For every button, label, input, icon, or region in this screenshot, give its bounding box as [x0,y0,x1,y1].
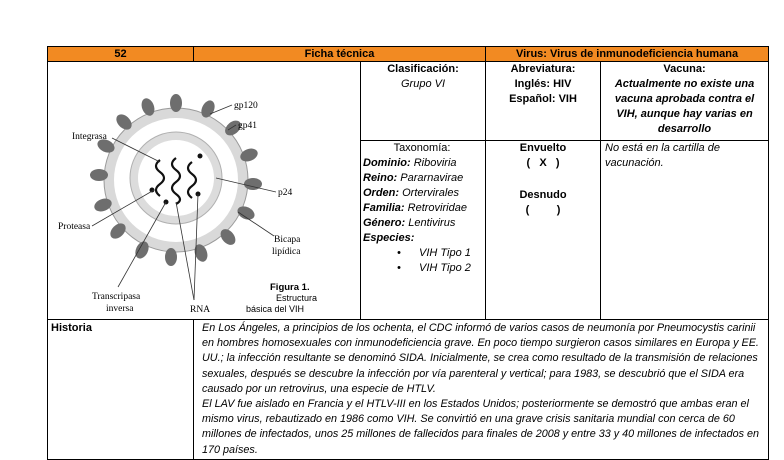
taxonomy-cell [361,141,486,320]
figure-caption-2: Estructura [276,293,318,303]
abbreviation-english: Inglés: HIV [514,78,572,90]
family-label: Familia: [363,202,405,214]
family-value: Retroviridae [407,202,467,214]
vaccine-cell [601,62,769,141]
species-label: Especies: [363,232,415,244]
taxonomy-genus [363,216,481,231]
taxonomy-kingdom [363,171,481,186]
history-row [48,320,769,460]
taxonomy-family [363,201,481,216]
taxonomy-domain [363,156,481,171]
label-rna: RNA [190,305,211,315]
history-paragraph-1: En Los Ángeles, a principios de los ochenta, el CDC informó de varios casos de neumonía por Pneumocystis carinii en hombres homosexuales con inmunodeficiencia grave. En poco tiempo surgieron casos similares en Europa y EE. UU.; la infección resultante se denominó SIDA. Inicialmente, se crea como resultado de la transmisión de relaciones sexuales, después se descubre la infección por vía parenteral y vertical; para 1983, se descubrió que el SIDA era causado por un retrovirus, una especie de HTLV. [202,322,759,395]
figure-caption-1: Figura 1. [270,282,310,293]
classification-cell [361,62,486,141]
fact-sheet-table [47,46,769,460]
abbreviation-cell [486,62,601,141]
info-row-1 [48,62,769,141]
vaccination-schedule-cell [601,141,769,320]
species-item: • VIH Tipo 1 [397,246,481,261]
envelope-cell [486,141,601,320]
enveloped-label: Envuelto [519,142,567,154]
capsid-core [138,140,214,216]
genus-label: Género: [363,217,406,229]
label-integrasa: Integrasa [72,132,107,142]
history-paragraph-2: El LAV fue aislado en Francia y el HTLV-III en los Estados Unidos; posteriormente se demostró que ambas eran el mismo virus, rebautizado en 1986 como VIH. Se convirtió en una grave crisis sanitaria mundial con cerca de 60 millones de infectados, unos 25 millones de fallecidos para finales de 2008 y entre 33 y 40 millones de infectados en 170 países. [202,398,759,456]
label-transcriptasa-1: Transcripasa [92,292,141,302]
history-label: Historia [51,322,92,334]
classification-label: Clasificación: [387,63,459,75]
genus-value: Lentivirus [408,217,456,229]
virus-title: Virus: Virus de inmunodeficiencia humana [486,47,769,62]
label-gp120: gp120 [234,101,258,111]
enveloped-mark: ( X ) [526,157,560,169]
history-label-cell [48,320,194,460]
label-bicapa-2: lipídica [272,247,301,257]
domain-value: Riboviria [413,157,457,169]
label-p24: p24 [278,188,293,198]
figure-caption-3: básica del VIH [246,304,305,314]
vaccination-schedule-text: No está en la cartilla de vacunación. [605,142,720,169]
abbreviation-label: Abreviatura: [510,63,576,75]
taxonomy-order [363,186,481,201]
fact-sheet [47,46,768,456]
header-row [48,47,769,62]
label-transcriptasa-2: inversa [106,304,134,314]
naked-mark: ( ) [525,204,561,216]
abbreviation-spanish: Español: VIH [509,93,577,105]
species-list [363,246,481,276]
history-text-cell [194,320,769,460]
label-gp41: gp41 [238,121,257,131]
hiv-structure-figure [48,62,360,314]
sheet-number: 52 [48,47,194,62]
order-value: Ortervirales [402,187,459,199]
vaccine-value: Actualmente no existe una vacuna aprobada contra el VIH, aunque hay varias en desarrollo [614,78,755,135]
naked-label: Desnudo [519,189,567,201]
kingdom-label: Reino: [363,172,398,184]
species-item: • VIH Tipo 2 [397,261,481,276]
label-bicapa-1: Bicapa [274,235,301,245]
taxonomy-label: Taxonomía: [393,142,451,154]
domain-label: Dominio: [363,157,411,169]
vaccine-label: Vacuna: [663,63,706,75]
virus-figure-cell [48,62,361,320]
classification-value: Grupo VI [400,78,446,90]
kingdom-value: Pararnavirae [400,172,464,184]
sheet-title: Ficha técnica [194,47,486,62]
order-label: Orden: [363,187,400,199]
label-proteasa: Proteasa [58,222,91,232]
